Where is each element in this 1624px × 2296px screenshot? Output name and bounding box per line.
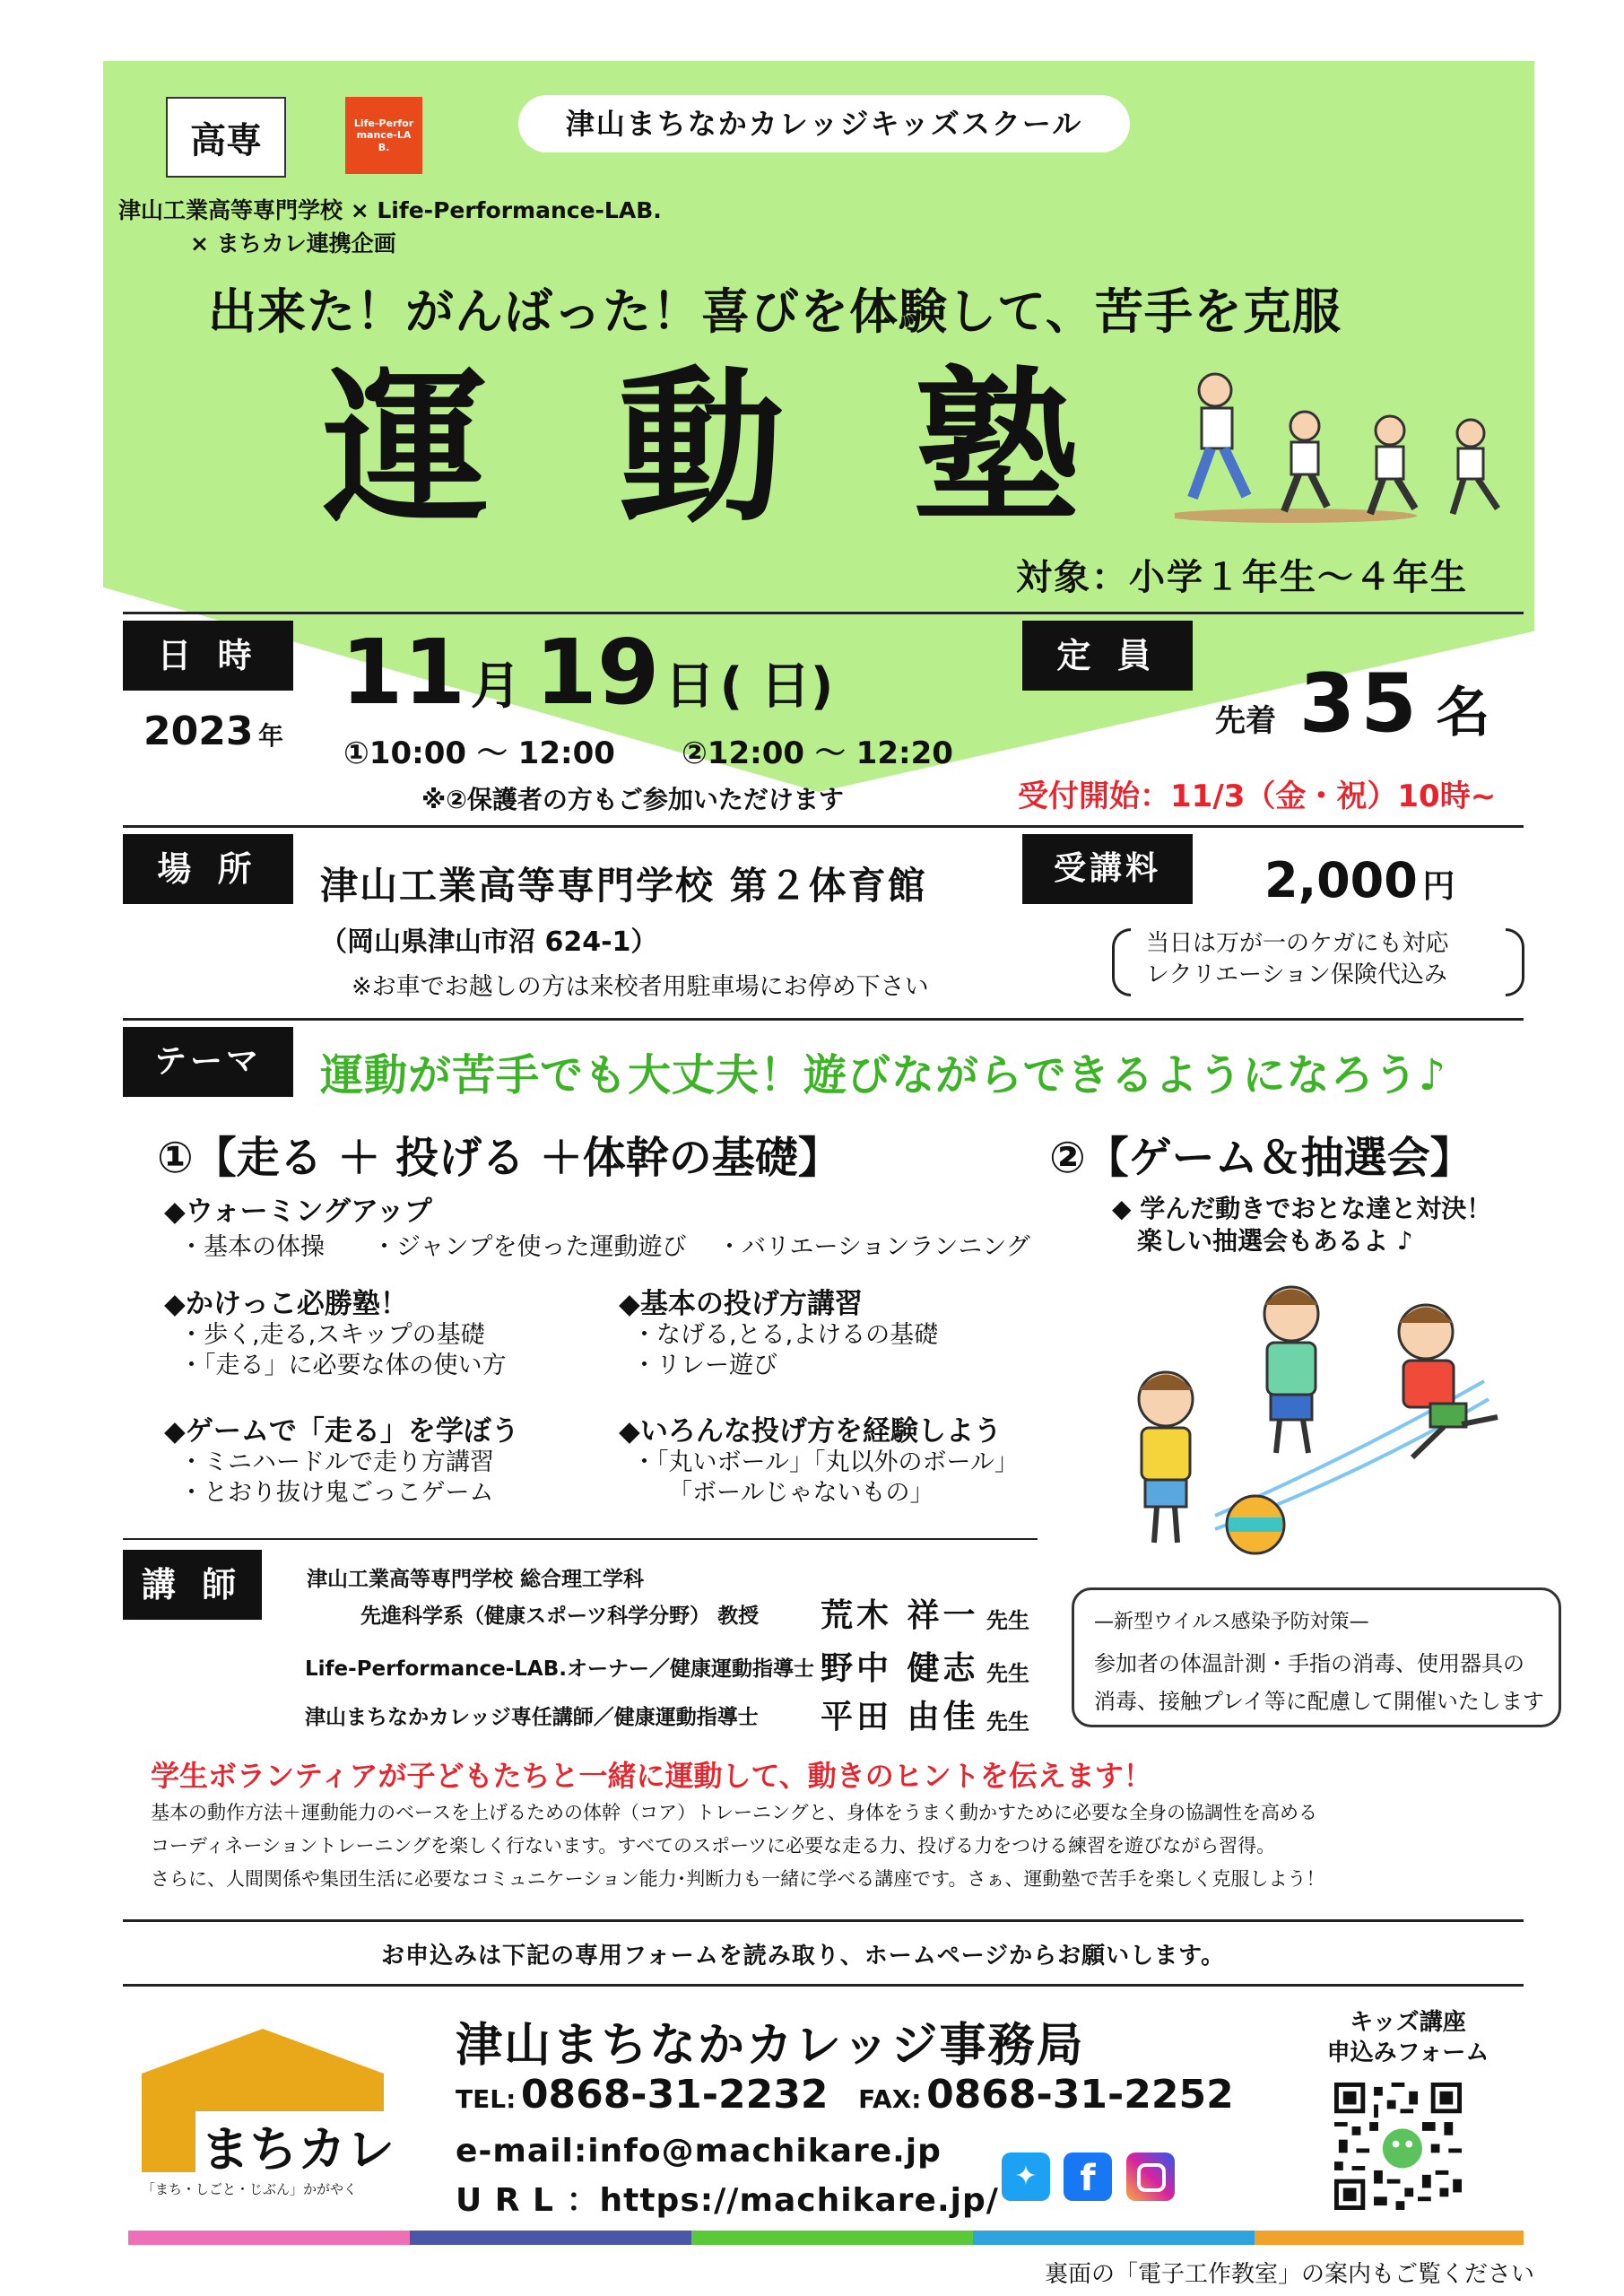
variety-item-1: ・「丸いボール」「丸以外のボール」 bbox=[632, 1448, 1019, 1476]
runner-4 bbox=[1453, 420, 1498, 514]
covid-line1: 参加者の体温計測・手指の消毒、使用器具の bbox=[1094, 1651, 1524, 1676]
twitter-icon[interactable]: ✦ bbox=[1002, 2152, 1050, 2201]
theme-label: テーマ bbox=[123, 1027, 293, 1097]
runner-2 bbox=[1284, 412, 1327, 511]
throw-title: ◆基本の投げ方講習 bbox=[619, 1288, 863, 1320]
venue-label: 場 所 bbox=[123, 834, 293, 904]
fee-label: 受講料 bbox=[1022, 834, 1193, 904]
warmup-title: ◆ウォーミングアップ bbox=[164, 1196, 432, 1228]
venue-address: （岡山県津山市沼 624-1） bbox=[320, 926, 658, 958]
throw-item-1: ・なげる,とる,よけるの基礎 bbox=[632, 1321, 939, 1349]
throw-items bbox=[632, 1320, 938, 1381]
back-side-note: 裏面の「電子工作教室」の案内もご覧ください bbox=[1045, 2261, 1535, 2288]
covid-title: —新型ウイルス感染予防対策— bbox=[1094, 1611, 1369, 1633]
ground-shadow bbox=[1175, 509, 1417, 523]
warmup-item-3: ・バリエーションランニング bbox=[717, 1233, 1030, 1261]
ball bbox=[1227, 1496, 1284, 1553]
run-title: ◆かけっこ必勝塾！ bbox=[164, 1288, 408, 1320]
date-day: 19 bbox=[534, 620, 660, 725]
program2-line1: ◆ 学んだ動きでおとな達と対決！ bbox=[1112, 1194, 1492, 1223]
session-2: ②12:00 ～ 12:20 bbox=[682, 735, 953, 771]
parking-note: ※お車でお越しの方は来校者用駐車場にお停め下さい bbox=[352, 973, 929, 1001]
qr-caption-line1: キッズ講座 bbox=[1350, 2009, 1466, 2036]
volunteer-line1: 基本の動作方法＋運動能力のベースを上げるための体幹（コア）トレーニングと、身体をうまく動かすために必要な全身の協調性を高める bbox=[151, 1802, 1317, 1823]
runners-illustration bbox=[1175, 363, 1515, 534]
year-number: 2023 bbox=[143, 709, 254, 754]
machikare-logo bbox=[142, 2029, 395, 2197]
game-item-1: ・ミニハードルで走り方講習 bbox=[179, 1448, 494, 1476]
volunteer-line3: さらに、人間関係や集団生活に必要なコミュニケーション能力･判断力も一緒に学べる講座です。さぁ、運動塾で苦手を楽しく克服しよう！ bbox=[151, 1868, 1325, 1890]
instructor-3-name: 平田 由佳 bbox=[821, 1699, 979, 1735]
instructor-1-name: 荒木 祥一 bbox=[821, 1597, 979, 1634]
date-label: 日 時 bbox=[123, 621, 293, 691]
session-1: ①10:00 ～ 12:00 bbox=[343, 735, 615, 771]
url-link[interactable]: https://machikare.jp/ bbox=[599, 2182, 999, 2219]
divider-6 bbox=[123, 1984, 1524, 1987]
divider-2 bbox=[123, 825, 1524, 828]
color-strip-green bbox=[691, 2231, 973, 2245]
phone-line bbox=[456, 2072, 1234, 2118]
partners-line1: 津山工業高等専門学校 × Life-Performance-LAB. bbox=[118, 197, 662, 223]
instructor-3-honorific: 先生 bbox=[986, 1709, 1029, 1735]
covid-measures-box bbox=[1072, 1587, 1561, 1727]
email-label: e-mail: bbox=[456, 2133, 588, 2170]
qr-caption bbox=[1309, 2007, 1507, 2068]
throw-item-2: ・リレー遊び bbox=[632, 1352, 777, 1379]
fee-note-bracket-left bbox=[1112, 928, 1131, 996]
instructor-2-honorific: 先生 bbox=[986, 1661, 1029, 1686]
date-day-unit: 日 bbox=[664, 657, 716, 716]
color-strip-orange bbox=[1255, 2231, 1524, 2245]
runner-1 bbox=[1193, 374, 1246, 498]
facebook-icon[interactable]: f bbox=[1064, 2152, 1112, 2201]
tel-number[interactable]: 0868-31-2232 bbox=[520, 2072, 829, 2118]
kid-middle bbox=[1264, 1287, 1318, 1453]
volunteer-headline: 学生ボランティアが子どもたちと一緒に運動して、動きのヒントを伝えます！ bbox=[151, 1759, 1152, 1793]
fee-note-line2: レクリエーション保険代込み bbox=[1146, 961, 1447, 988]
fee-note-bracket-right bbox=[1506, 928, 1524, 996]
date-month: 11 bbox=[341, 620, 466, 725]
variety-item-2: 「ボールじゃないもの」 bbox=[668, 1479, 934, 1507]
fax-number: 0868-31-2252 bbox=[926, 2072, 1234, 2118]
instructors-label: 講 師 bbox=[123, 1550, 262, 1620]
fee-value bbox=[1264, 852, 1455, 909]
instructor-1-org: 津山工業高等専門学校 総合理工学科 bbox=[307, 1568, 645, 1591]
qr-caption-line2: 申込みフォーム bbox=[1326, 2039, 1489, 2066]
apply-note: お申込みは下記の専用フォームを読み取り、ホームページからお願いします。 bbox=[381, 1943, 1226, 1970]
email-link[interactable]: info@machikare.jp bbox=[587, 2133, 942, 2170]
capacity-label: 定 員 bbox=[1022, 621, 1193, 691]
year-unit: 年 bbox=[258, 721, 284, 751]
run-item-1: ・歩く,走る,スキップの基礎 bbox=[179, 1321, 485, 1349]
target-audience: 対象：小学１年生～４年生 bbox=[1016, 557, 1468, 598]
fee-unit: 円 bbox=[1422, 868, 1455, 905]
color-strip-pink bbox=[128, 2231, 410, 2245]
lpl-logo-text: Life-Performance-LAB. bbox=[353, 117, 414, 153]
instructor-2-name: 野中 健志 bbox=[821, 1650, 979, 1687]
series-name: 津山まちなかカレッジキッズスクール bbox=[565, 107, 1083, 141]
divider-1 bbox=[123, 612, 1524, 614]
url-label: U R L ： bbox=[456, 2182, 600, 2219]
date-month-unit: 月 bbox=[470, 657, 521, 716]
url-line bbox=[456, 2175, 999, 2221]
email-line bbox=[456, 2133, 942, 2170]
fee-note-line1: 当日は万が一のケガにも対応 bbox=[1146, 930, 1449, 957]
runner-3 bbox=[1370, 416, 1415, 514]
capacity-number: 35 bbox=[1298, 657, 1422, 751]
qr-code[interactable] bbox=[1334, 2083, 1462, 2210]
instructor-1-dept: 先進科学系（健康スポーツ科学分野） 教授 bbox=[360, 1605, 760, 1628]
program1-title: ①【走る ＋ 投げる ＋体幹の基礎】 bbox=[157, 1133, 841, 1183]
program2-title: ②【ゲーム＆抽選会】 bbox=[1049, 1133, 1473, 1183]
kosen-logo bbox=[166, 97, 286, 178]
variety-items bbox=[632, 1448, 1019, 1509]
instagram-icon[interactable] bbox=[1126, 2152, 1175, 2201]
partners-line2: × まちカレ連携企画 bbox=[190, 230, 396, 257]
catch-copy: 出来た！がんばった！喜びを体験して、苦手を克服 bbox=[208, 283, 1342, 340]
warmup-item-1: ・基本の体操 bbox=[179, 1233, 325, 1261]
session-note: ※②保護者の方もご参加いただけます bbox=[421, 785, 844, 814]
program2-text bbox=[1112, 1193, 1491, 1257]
venue-name: 津山工業高等専門学校 第２体育館 bbox=[320, 864, 927, 908]
kids-playing-illustration bbox=[1090, 1274, 1529, 1570]
theme-text: 運動が苦手でも大丈夫！遊びながらできるようになろう♪ bbox=[320, 1050, 1447, 1100]
divider-4 bbox=[123, 1538, 1038, 1540]
kosen-logo-text: 高専 bbox=[190, 119, 262, 161]
fee-note bbox=[1112, 928, 1524, 1000]
instructor-2-org: Life-Performance-LAB.オーナー／健康運動指導士 bbox=[305, 1657, 815, 1681]
color-strip-indigo bbox=[410, 2231, 691, 2245]
volunteer-line2: コーディネーショントレーニングを楽しく行ないます。すべてのスポーツに必要な走る力、投げる力をつける練習を遊びながら習得。 bbox=[151, 1835, 1276, 1857]
capacity-prefix: 先着 bbox=[1215, 703, 1276, 739]
capacity-unit: 名 bbox=[1436, 682, 1490, 744]
instructor-3-org: 津山まちなかカレッジ専任講師／健康運動指導士 bbox=[305, 1706, 759, 1729]
run-items bbox=[179, 1320, 507, 1381]
divider-3 bbox=[123, 1018, 1524, 1021]
tel-label: TEL: bbox=[456, 2084, 517, 2114]
lpl-logo bbox=[345, 97, 422, 174]
main-title: 運 動 塾 bbox=[323, 352, 1116, 545]
color-strip-sky bbox=[973, 2231, 1255, 2245]
logo-text: まちカレ bbox=[195, 2111, 400, 2180]
reception-start: 受付開始：11/3（金・祝）10時~ bbox=[1018, 778, 1497, 814]
covid-line2: 消毒、接触プレイ等に配慮して開催いたします bbox=[1094, 1689, 1544, 1714]
variety-title: ◆いろんな投げ方を経験しよう bbox=[619, 1415, 1002, 1448]
volunteer-description bbox=[151, 1796, 1325, 1896]
logo-tagline: 「まち・しごと・じぶん」かがやく bbox=[142, 2181, 358, 2197]
office-name: 津山まちなかカレッジ事務局 bbox=[456, 2019, 1085, 2073]
instructor-1-honorific: 先生 bbox=[986, 1608, 1029, 1633]
kid-left bbox=[1139, 1372, 1193, 1543]
capacity-value bbox=[1215, 655, 1489, 776]
run-item-2: ・「走る」に必要な体の使い方 bbox=[179, 1352, 507, 1379]
divider-5 bbox=[123, 1919, 1524, 1922]
warmup-item-2: ・ジャンプを使った運動遊び bbox=[372, 1233, 687, 1261]
fee-amount: 2,000 bbox=[1264, 852, 1418, 909]
date-weekday: ( 日) bbox=[719, 657, 834, 716]
date-year bbox=[143, 709, 283, 754]
game-title: ◆ゲームで「走る」を学ぼう bbox=[164, 1415, 519, 1448]
series-name-pill bbox=[518, 95, 1130, 152]
game-item-2: ・とおり抜け鬼ごっこゲーム bbox=[179, 1479, 494, 1507]
program2-line2: 楽しい抽選会もあるよ ♪ bbox=[1137, 1226, 1413, 1256]
game-items bbox=[179, 1448, 494, 1509]
fax-label: FAX: bbox=[858, 2084, 922, 2114]
